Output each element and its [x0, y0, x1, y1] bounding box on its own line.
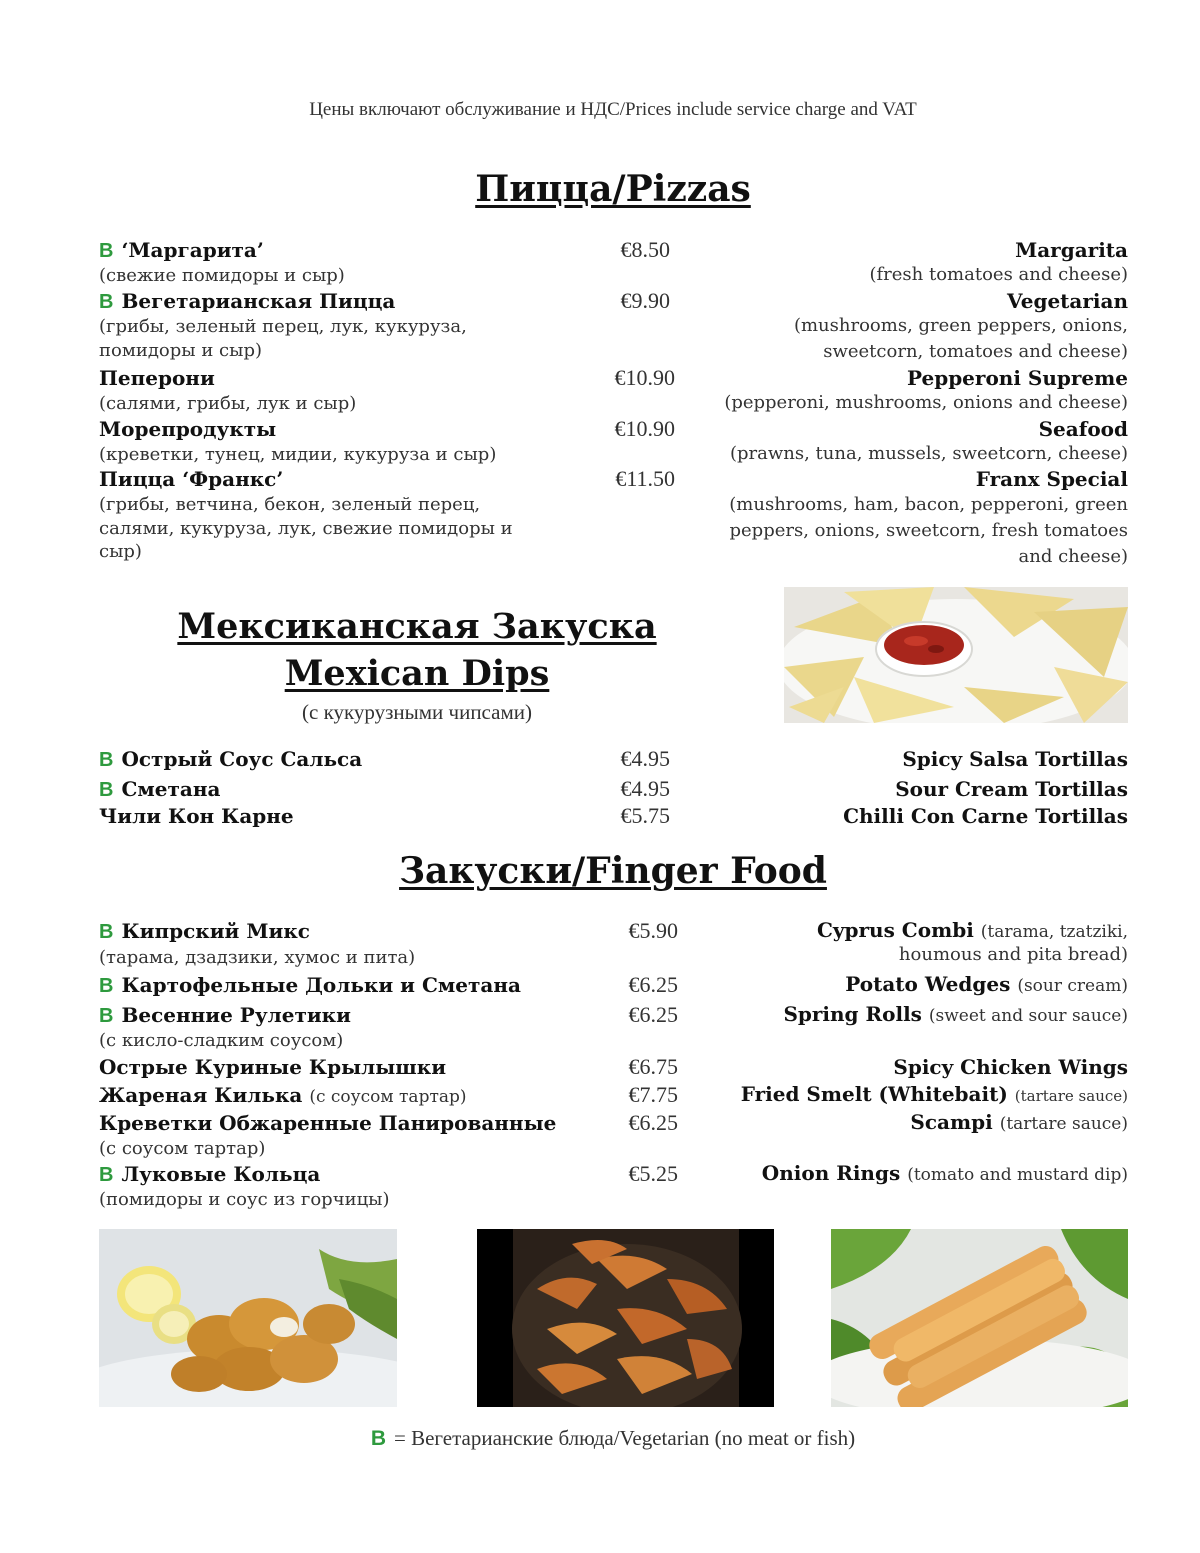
menu-item-desc-ru: (грибы, зеленый перец, лук, кукуруза, помидоры и сыр) [99, 316, 467, 361]
menu-item-name-ru: B Луковые Кольца [99, 1162, 321, 1186]
menu-item-name-ru: Острые Куриные Крылышки [99, 1055, 447, 1079]
menu-item-price: €10.90 [614, 365, 675, 390]
mexican-heading-ru: Мексиканская Закуска [177, 606, 657, 647]
menu-item-name-en: Seafood [1038, 417, 1128, 441]
vegetarian-legend: B = Вегетарианские блюда/Vegetarian (no meat or fish) [370, 1426, 856, 1450]
menu-item-desc-ru: (свежие помидоры и сыр) [99, 265, 345, 286]
menu-item-name-ru: B Вегетарианская Пицца [99, 289, 396, 313]
menu-item-name-ru: Креветки Обжаренные Панированные [99, 1111, 557, 1135]
menu-item-desc-en: (fresh tomatoes and cheese) [869, 264, 1128, 285]
nachos-salsa-photo [784, 587, 1128, 723]
menu-item-price: €6.75 [628, 1054, 678, 1079]
menu-item-name-en: Fried Smelt (Whitebait) (tartare sauce) [740, 1082, 1128, 1106]
menu-item-name-en: Pepperoni Supreme [906, 366, 1128, 390]
menu-item-price: €10.90 [614, 416, 675, 441]
vegetarian-mark: B [370, 1427, 387, 1450]
menu-item-name-en: Spicy Salsa Tortillas [902, 747, 1128, 771]
potato-wedges-photo [477, 1229, 774, 1407]
vegetarian-mark: B [99, 1005, 114, 1027]
menu-item-name-ru: Пеперони [99, 366, 215, 390]
menu-item-desc-ru: (помидоры и соус из горчицы) [99, 1189, 390, 1210]
menu-item-name-en: Spicy Chicken Wings [893, 1055, 1128, 1079]
menu-item-desc-ru: (салями, грибы, лук и сыр) [99, 393, 357, 414]
menu-item-name-ru: Жареная Килька (с соусом тартар) [99, 1083, 467, 1107]
menu-item-name-ru: B Весенние Рулетики [99, 1003, 351, 1027]
vegetarian-mark: B [99, 291, 114, 313]
menu-item-desc-en: (prawns, tuna, mussels, sweetcorn, cheese) [729, 443, 1128, 464]
menu-item-price: €4.95 [620, 776, 670, 801]
mexican-subheading: (с кукурузными чипсами) [302, 700, 532, 724]
menu-item-price: €6.25 [628, 1110, 678, 1135]
menu-item-name-ru: B Сметана [99, 777, 221, 801]
menu-item-price: €6.25 [628, 972, 678, 997]
menu-item-name-en: Franx Special [975, 467, 1128, 491]
pizzas-heading: Пицца/Pizzas [475, 168, 751, 210]
menu-item-name-ru: B Кипрский Микс [99, 919, 310, 943]
menu-item-desc-en: (mushrooms, ham, bacon, pepperoni, green peppers, onions, sweetcorn, fresh tomatoes and cheese) [729, 494, 1128, 567]
menu-item-name-en: Spring Rolls (sweet and sour sauce) [783, 1002, 1128, 1026]
prices-notice: Цены включают обслуживание и НДС/Prices include service charge and VAT [309, 99, 917, 120]
menu-item-name-en: Potato Wedges (sour cream) [845, 972, 1128, 996]
menu-item-name-en: Onion Rings (tomato and mustard dip) [761, 1161, 1128, 1185]
vegetarian-mark: B [99, 975, 114, 997]
menu-item-desc-ru: (грибы, ветчина, бекон, зеленый перец, салями, кукуруза, лук, свежие помидоры и сыр) [99, 494, 513, 562]
mexican-heading-en: Mexican Dips [284, 653, 550, 694]
menu-item-price: €5.75 [620, 803, 670, 828]
menu-item-name-ru: Пицца ‘Франкс’ [99, 467, 284, 491]
menu-item-name-en: Scampi (tartare sauce) [910, 1110, 1128, 1134]
menu-item-price: €5.25 [628, 1161, 678, 1186]
vegetarian-mark: B [99, 749, 114, 771]
menu-item-name-ru: Чили Кон Карне [99, 804, 294, 828]
menu-item-desc-en: houmous and pita bread) [898, 944, 1128, 965]
menu-item-desc-ru: (тарама, дзадзики, хумос и пита) [99, 947, 416, 968]
menu-item-name-ru: B Картофельные Дольки и Сметана [99, 973, 521, 997]
vegetarian-mark: B [99, 1164, 114, 1186]
menu-item-name-en: Chilli Con Carne Tortillas [843, 804, 1128, 828]
finger-food-heading: Закуски/Finger Food [399, 850, 827, 892]
menu-item-price: €11.50 [615, 466, 675, 491]
menu-item-name-en: Margarita [1015, 238, 1128, 262]
menu-item-desc-en: (mushrooms, green peppers, onions, sweetcorn, tomatoes and cheese) [793, 315, 1128, 362]
vegetarian-mark: B [99, 240, 114, 262]
fried-fish-photo [99, 1229, 397, 1407]
menu-item-name-en: Cyprus Combi (tarama, tzatziki, [816, 918, 1128, 942]
menu-item-desc-en: (pepperoni, mushrooms, onions and cheese) [724, 392, 1128, 413]
menu-item-name-ru: B Острый Соус Сальса [99, 747, 363, 771]
menu-item-desc-ru: (с соусом тартар) [99, 1138, 266, 1159]
menu-item-desc-ru: (креветки, тунец, мидии, кукуруза и сыр) [99, 444, 497, 465]
menu-item-name-ru: B ‘Маргарита’ [99, 238, 264, 262]
menu-item-name-ru: Морепродукты [99, 417, 277, 441]
menu-item-price: €5.90 [628, 918, 678, 943]
menu-item-price: €7.75 [628, 1082, 678, 1107]
vegetarian-mark: B [99, 779, 114, 801]
menu-item-name-en: Vegetarian [1007, 289, 1128, 313]
spring-rolls-photo [831, 1229, 1128, 1407]
menu-item-price: €8.50 [620, 237, 670, 262]
menu-item-price: €4.95 [620, 746, 670, 771]
menu-item-price: €6.25 [628, 1002, 678, 1027]
menu-item-name-en: Sour Cream Tortillas [895, 777, 1128, 801]
menu-item-price: €9.90 [620, 288, 670, 313]
menu-item-desc-ru: (с кисло-сладким соусом) [99, 1030, 344, 1051]
vegetarian-mark: B [99, 921, 114, 943]
